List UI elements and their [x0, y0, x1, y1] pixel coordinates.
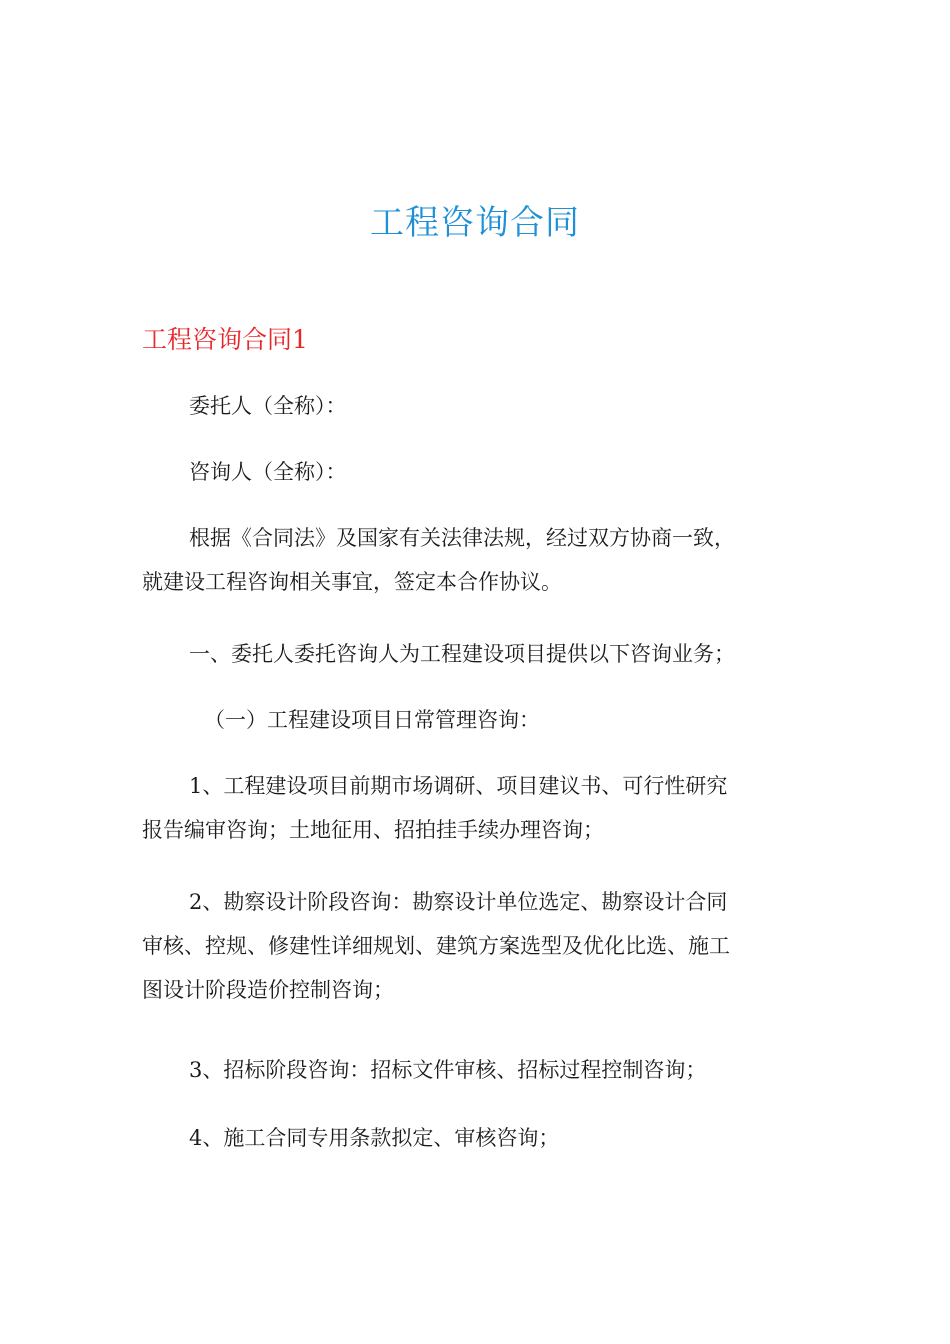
consultant-line: 咨询人（全称）：: [189, 460, 347, 484]
section-heading: 工程咨询合同1: [142, 325, 308, 354]
basis-line-1: 根据《合同法》及国家有关法律法规，经过双方协商一致，: [189, 526, 735, 550]
item-3-paragraph: [142, 1048, 802, 1092]
client-paragraph: [142, 384, 802, 428]
item-2-line-3: 图设计阶段造价控制咨询；: [142, 978, 394, 1002]
item-2-line-1: 2、勘察设计阶段咨询：勘察设计单位选定、勘察设计合同: [189, 890, 728, 914]
consultant-paragraph: [142, 450, 802, 494]
basis-line-2: 就建设工程咨询相关事宜，签定本合作协议。: [142, 570, 562, 594]
document-title: 工程咨询合同: [370, 203, 580, 243]
item-2-line-2: 审核、控规、修建性详细规划、建筑方案选型及优化比选、施工: [142, 934, 730, 958]
client-line: 委托人（全称）：: [189, 394, 347, 418]
item-4-line: 4、施工合同专用条款拟定、审核咨询；: [189, 1126, 560, 1150]
item-2-paragraph: [142, 880, 802, 1012]
item-1-line-1: 1、工程建设项目前期市场调研、项目建议书、可行性研究: [189, 774, 728, 798]
item-1-line-2: 报告编审咨询；土地征用、招拍挂手续办理咨询；: [142, 818, 604, 842]
sub-1-paragraph: [142, 698, 802, 742]
clause-1-paragraph: [142, 632, 802, 676]
item-3-line: 3、招标阶段咨询：招标文件审核、招标过程控制咨询；: [189, 1058, 707, 1082]
item-1-paragraph: [142, 764, 802, 852]
sub-1-line: （一）工程建设项目日常管理咨询：: [204, 708, 540, 732]
clause-1-line: 一、委托人委托咨询人为工程建设项目提供以下咨询业务；: [189, 642, 735, 666]
basis-paragraph: [142, 516, 802, 604]
item-4-paragraph: [142, 1116, 802, 1160]
